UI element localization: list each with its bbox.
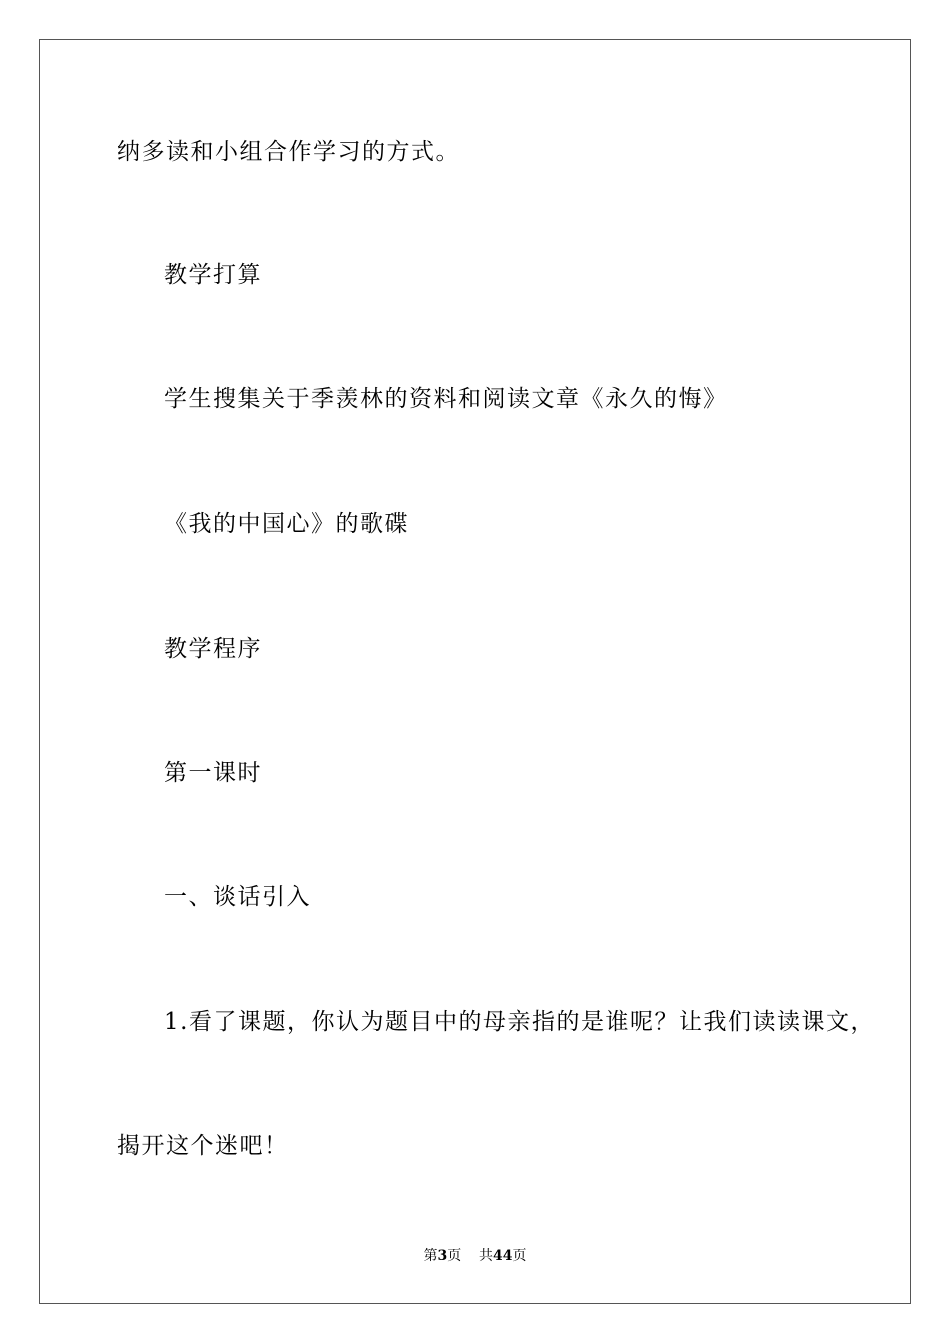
footer-total-prefix: 共: [479, 1248, 494, 1264]
paragraph-question-continuation: 揭开这个迷吧！: [117, 1133, 289, 1159]
footer-page-number: 3: [437, 1248, 448, 1264]
footer-page-prefix: 第: [423, 1248, 438, 1264]
heading-first-lesson: 第一课时: [164, 760, 262, 786]
footer-total-pages: 44: [493, 1248, 513, 1264]
page-footer: [0, 1247, 950, 1265]
paragraph-continuation: 纳多读和小组合作学习的方式。: [117, 139, 460, 165]
heading-teaching-preparation: 教学打算: [164, 262, 262, 288]
footer-page-suffix: 页: [447, 1248, 462, 1264]
paragraph-student-materials: 学生搜集关于季羡林的资料和阅读文章《永久的悔》: [164, 386, 728, 412]
footer-total-suffix: 页: [512, 1248, 527, 1264]
paragraph-question: 1.看了课题，你认为题目中的母亲指的是谁呢？让我们读读课文，: [164, 1009, 875, 1035]
page-frame: [39, 39, 911, 1304]
paragraph-song-disc: 《我的中国心》的歌碟: [164, 511, 409, 537]
heading-teaching-procedure: 教学程序: [164, 636, 262, 662]
heading-section-one: 一、谈话引入: [164, 884, 311, 910]
